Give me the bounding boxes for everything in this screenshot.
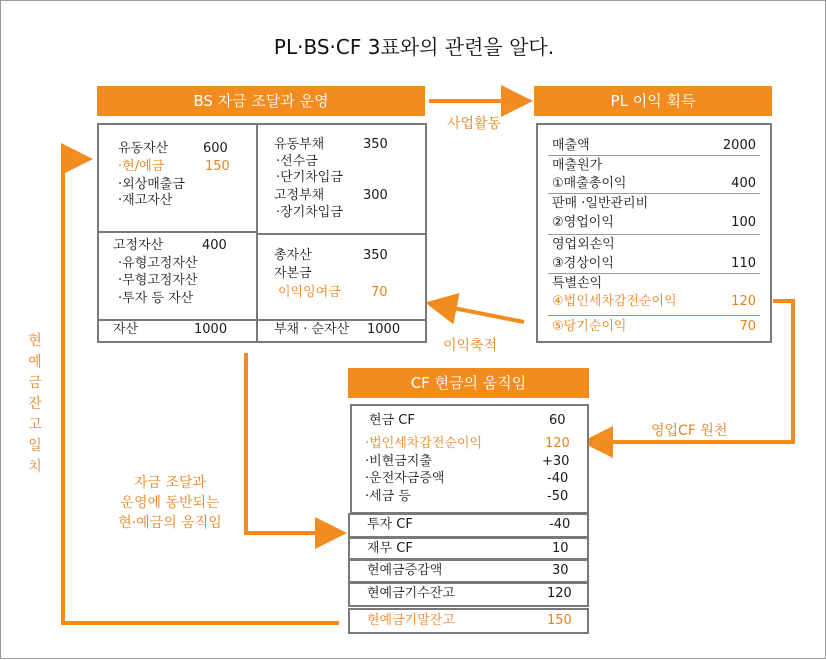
pl-divider [548, 273, 760, 274]
tax-label: ·세금 등 [365, 489, 411, 504]
accumulate-arrow [433, 304, 524, 322]
pl-box [536, 123, 772, 343]
current-assets-label: 유동자산 [118, 141, 169, 156]
finance-value: 10 [552, 541, 569, 556]
fixed-assets-value: 400 [202, 238, 227, 253]
cf-header: CF 현금의 움직임 [348, 368, 589, 398]
pl-row-label: ①매출총이익 [552, 176, 627, 191]
cash-cf-value: 60 [549, 413, 566, 428]
pretax-value: 120 [545, 436, 570, 451]
retained-label: 이익잉여금 [278, 285, 341, 300]
accumulate-label: 이익축적 [443, 338, 498, 354]
intangible-label: ·무형고정자산 [118, 273, 198, 288]
pl-row-value: 400 [731, 176, 756, 191]
tax-value: -50 [547, 489, 569, 504]
pl-header: PL 이익 획득 [534, 86, 772, 116]
fixed-liab-label: 고정부채 [274, 188, 325, 203]
invest-label: 투자 CF [367, 517, 413, 532]
noncash-label: ·비현금지출 [365, 454, 432, 469]
pl-row-value: 70 [739, 319, 756, 334]
pl-row-label: ③경상이익 [552, 256, 614, 271]
capital-label: 자본금 [274, 266, 312, 281]
pl-row-label: 매출원가 [552, 158, 603, 173]
increase-value: 30 [552, 563, 569, 578]
pl-row-value: 100 [731, 215, 756, 230]
noncash-value: +30 [542, 454, 570, 469]
page-title: PL·BS·CF 3표와의 관련을 알다. [273, 35, 555, 59]
retained-value: 70 [371, 285, 388, 300]
advances-label: ·선수금 [276, 154, 318, 169]
business-activity-label: 사업활동 [447, 116, 502, 132]
pl-row-value: 120 [731, 294, 756, 309]
invest-value: -40 [549, 517, 571, 532]
fixed-liab-value: 300 [363, 188, 388, 203]
pretax-label: ·법인세차감전순이익 [365, 436, 483, 451]
short-loans-label: ·단기차입금 [276, 170, 343, 185]
pl-row-label: ②영업이익 [552, 215, 614, 230]
net-assets-label: 총자산 [274, 248, 312, 263]
current-liab-value: 350 [363, 137, 388, 152]
cash-deposits-label: ·현/예금 [118, 159, 165, 174]
pl-row-label: ④법인세차감전순이익 [552, 294, 677, 309]
pl-row-label: ⑤당기순이익 [552, 319, 627, 334]
current-liab-label: 유동부채 [274, 137, 325, 152]
pl-row-label: 특별손익 [552, 276, 603, 291]
total-assets-label: 자산 [113, 322, 139, 337]
pl-row-label: 매출액 [552, 138, 590, 153]
net-assets-value: 350 [363, 248, 388, 263]
funding-arrow [246, 353, 339, 533]
pl-divider [548, 234, 760, 235]
balance-match-label: 현예금잔고 일치 [28, 333, 42, 475]
pl-row-value: 2000 [722, 138, 756, 153]
total-liab-label: 부채 · 순자산 [274, 322, 350, 337]
funding-movement-line-3: 현·예금의 움직임 [118, 515, 222, 531]
current-assets-value: 600 [203, 141, 228, 156]
cash-cf-label: 현금 CF [369, 413, 415, 428]
receivables-label: ·외상매출금 [118, 177, 185, 192]
pl-divider [548, 155, 760, 156]
working-value: -40 [547, 471, 569, 486]
pl-row-value: 110 [731, 256, 756, 271]
begin-label: 현예금기수잔고 [367, 586, 455, 601]
tangible-label: ·유형고정자산 [118, 256, 198, 271]
finance-label: 재무 CF [367, 541, 413, 556]
working-label: ·운전자금증액 [365, 471, 445, 486]
pl-divider [548, 193, 760, 194]
bs-header: BS 자금 조달과 운영 [97, 86, 425, 116]
begin-value: 120 [547, 586, 572, 601]
end-value: 150 [547, 613, 572, 628]
investments-label: ·투자 등 자산 [118, 291, 194, 306]
cash-deposits-value: 150 [205, 159, 230, 174]
pl-row-label: 영업외손익 [552, 237, 615, 252]
fixed-assets-label: 고정자산 [113, 238, 164, 253]
total-assets-value: 1000 [194, 322, 228, 337]
funding-movement-label [95, 473, 245, 533]
inventory-label: ·재고자산 [118, 193, 173, 208]
increase-label: 현예금증감액 [367, 563, 443, 578]
pl-row-label: 판매 ·일반관리비 [552, 196, 649, 211]
funding-movement-line-1: 자금 조달과 [133, 475, 207, 491]
pl-divider [548, 315, 760, 316]
long-loans-label: ·장기차입금 [276, 205, 343, 220]
total-liab-value: 1000 [367, 322, 401, 337]
funding-movement-line-2: 운영에 동반되는 [120, 495, 220, 511]
end-label: 현예금기말잔고 [367, 613, 455, 628]
operating-cf-source-label: 영업CF 원천 [651, 423, 728, 439]
